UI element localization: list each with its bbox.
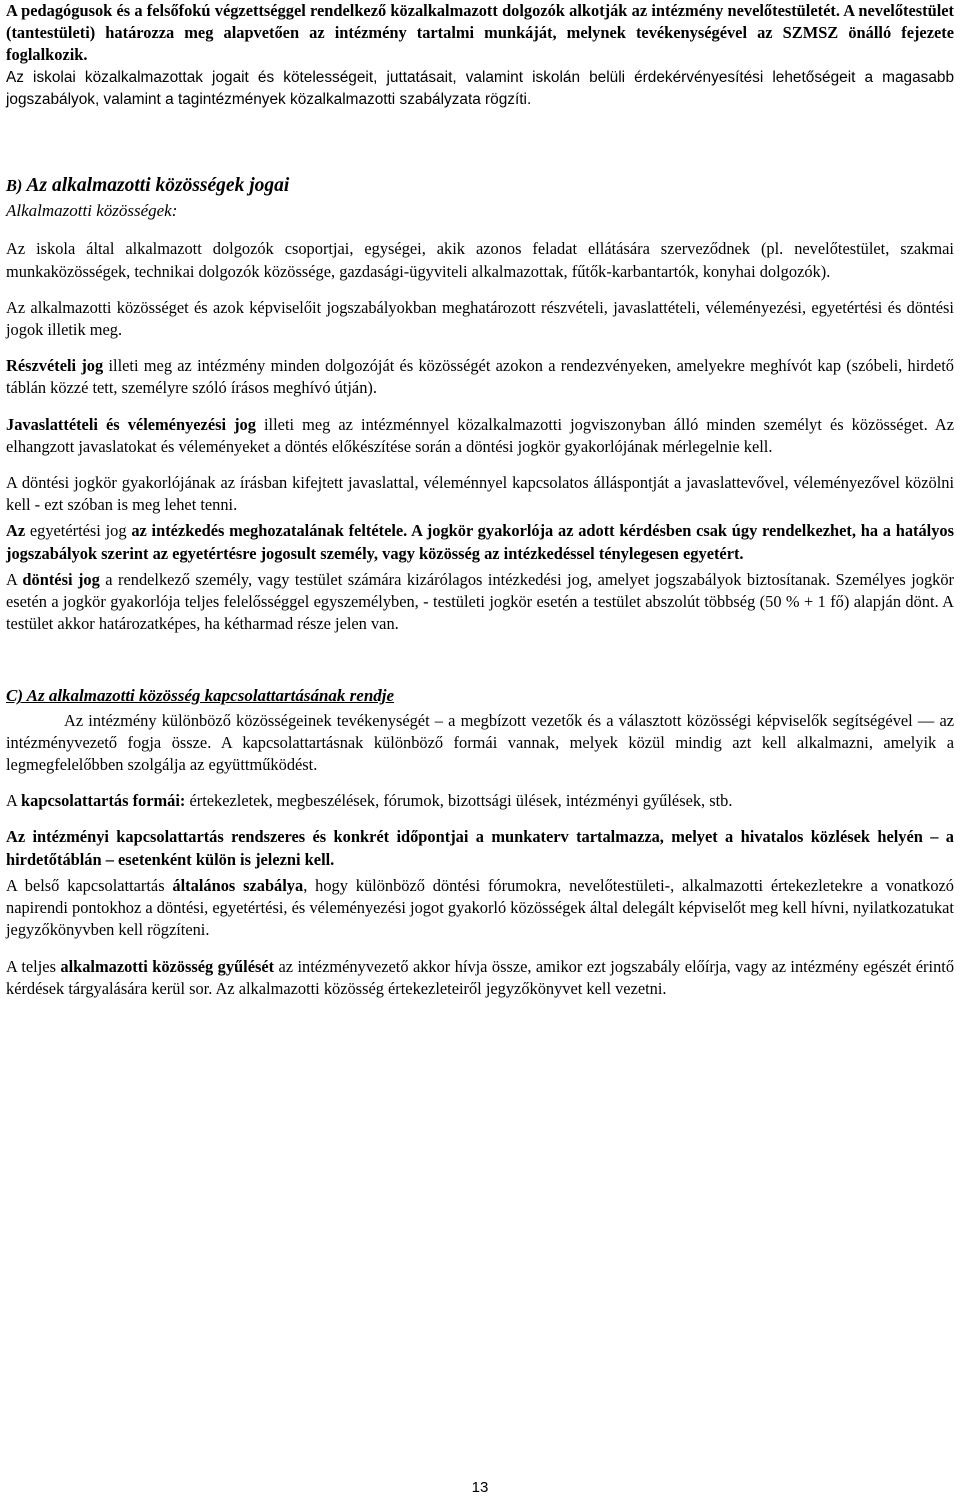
section-b-title: Az alkalmazotti közösségek jogai xyxy=(26,175,290,197)
paragraph-representation: Az alkalmazotti közösséget és azok képviselőit jogszabályokban meghatározott részvételi, javaslattételi, véleményezési, egyetértési és döntési jogok illetik meg. xyxy=(6,297,954,340)
consent-lead: Az xyxy=(6,521,26,541)
contact-forms-text: értekezletek, megbeszélések, fórumok, bizottsági ülések, intézményi gyűlések, stb. xyxy=(185,791,733,811)
paragraph-proposal xyxy=(6,414,954,458)
paragraph-internal-contact xyxy=(6,875,954,942)
decision-text: a rendelkező személy, vagy testület számára kizárólagos intézkedési jog, amelyet jogszabályok biztosítanak. Személyes jogkör esetén a jogkör gyakorlója teljes felelősséggel egyszemélyben, - testületi jogkör esetén a testület abszolút többség (50 % + 1 fő) alapján dönt. A testület akkor határozatképes, ha kétharmad része jelen van. xyxy=(6,569,954,634)
section-b-subtitle: Alkalmazotti közösségek: xyxy=(6,201,178,221)
paragraph-participation xyxy=(6,355,954,399)
paragraph-intro: A pedagógusok és a felsőfokú végzettséggel rendelkező közalkalmazott dolgozók alkotják az intézmény nevelőtestületét. A nevelőtestület (tantestületi) határozza meg alapvetően az intézmény tartalmi munkáját, melynek tevékenységével az SZMSZ önálló fejezete foglalkozik. xyxy=(6,1,954,65)
internal-contact-lead: A belső kapcsolattartás xyxy=(6,875,173,895)
contact-forms-term: kapcsolattartás formái: xyxy=(21,791,186,811)
consent-term: egyetértési jog xyxy=(25,521,132,541)
consent-condition: az intézkedés meghozatalának feltétele. A jogkör gyakorlója az adott kérdésben csak úgy rendelkezhet, ha a hatályos jogszabályok szerint az egyetértésre jogosult személy, vagy közösség az intézkedéssel ténylegesen egyetért. xyxy=(6,521,955,563)
internal-contact-text: , hogy különböző döntési fórumokra, nevelőtestületi-, alkalmazotti értekezletekre a vonatkozó napirendi pontokhoz a döntési, egyetértési, és véleményezési jogot gyakorló közösségek által delegált képviselőt meg kell hívni, nyilatkozatukat jegyzőkönyvben kell rögzíteni. xyxy=(6,875,954,940)
page-number: 13 xyxy=(471,1479,489,1496)
paragraph-contact-forms xyxy=(6,790,954,812)
paragraph-groups: Az iskola által alkalmazott dolgozók csoportjai, egységei, akik azonos feladat ellátására szerveződnek (pl. nevelőtestület, szakmai munkaközösségek, technikai dolgozók közössége, gazdasági-ügyviteli alkalmazottak, fűtők-karbantartók, konyhai dolgozók). xyxy=(6,239,954,281)
participation-text: illeti meg az intézmény minden dolgozóját és közösségét azokon a rendezvényeken, amelyekre meghívót kap (szóbeli, hirdető táblán közzé tett, személyre szóló írásos meghívó útján). xyxy=(6,356,954,398)
paragraph-assembly xyxy=(6,956,954,1000)
assembly-term: alkalmazotti közösség gyűlését xyxy=(60,956,275,976)
section-b-heading xyxy=(6,175,954,197)
document-page xyxy=(6,0,954,1000)
assembly-text: az intézményvezető akkor hívja össze, amikor ezt jogszabály előírja, vagy az intézmény egészét érintő kérdések tárgyalására kerül sor. Az alkalmazotti közösség értekezleteiről jegyzőkönyvet kell vezetni. xyxy=(6,956,955,998)
section-c-heading: C) Az alkalmazotti közösség kapcsolattartásának rendje xyxy=(6,686,395,706)
assembly-lead: A teljes xyxy=(6,956,61,976)
paragraph-consent xyxy=(6,520,954,564)
paragraph-written-opinion: A döntési jogkör gyakorlójának az írásban kifejtett javaslattal, véleménnyel kapcsolatos álláspontját a javaslattevővel, véleményezővel közölni kell - ezt szóban is meg lehet tenni. xyxy=(6,473,954,515)
section-b-letter: B) xyxy=(6,176,23,196)
participation-term: Részvételi jog xyxy=(6,356,104,376)
decision-lead: A xyxy=(6,569,23,589)
contact-forms-lead: A xyxy=(6,791,22,811)
paragraph-schedule: Az intézményi kapcsolattartás rendszeres és konkrét időpontjai a munkaterv tartalmazza, melyet a hivatalos közlések helyén – a hirdetőtáblán – esetenként külön is jelezni kell. xyxy=(6,827,954,869)
internal-contact-term: általános szabálya xyxy=(172,875,304,895)
decision-term: döntési jog xyxy=(22,569,100,589)
paragraph-coordination: Az intézmény különböző közösségeinek tevékenységét – a megbízott vezetők és a választott közösségi képviselők segítségével ― az intézményvezető fogja össze. A kapcsolattartásnak különböző formái vannak, melyek közül mindig azt kell alkalmazni, amelyik a legmegfelelőbben szolgálja az együttműködést. xyxy=(6,710,954,775)
paragraph-decision xyxy=(6,569,954,636)
proposal-text: illeti meg az intézménnyel közalkalmazotti jogviszonyban álló minden személyt és közösséget. Az elhangzott javaslatokat és véleményeket a döntés előkészítése során a döntési jogkör gyakorlójának mérlegelnie kell. xyxy=(6,414,954,456)
proposal-term: Javaslattételi és véleményezési jog xyxy=(6,414,256,434)
paragraph-rights: Az iskolai közalkalmazottak jogait és kötelességeit, juttatásait, valamint iskolán belüli érdekérvényesítési lehetőségeit a magasabb jogszabályok, valamint a tagintézmények közalkalmazotti szabályzata rögzíti. xyxy=(6,68,954,108)
